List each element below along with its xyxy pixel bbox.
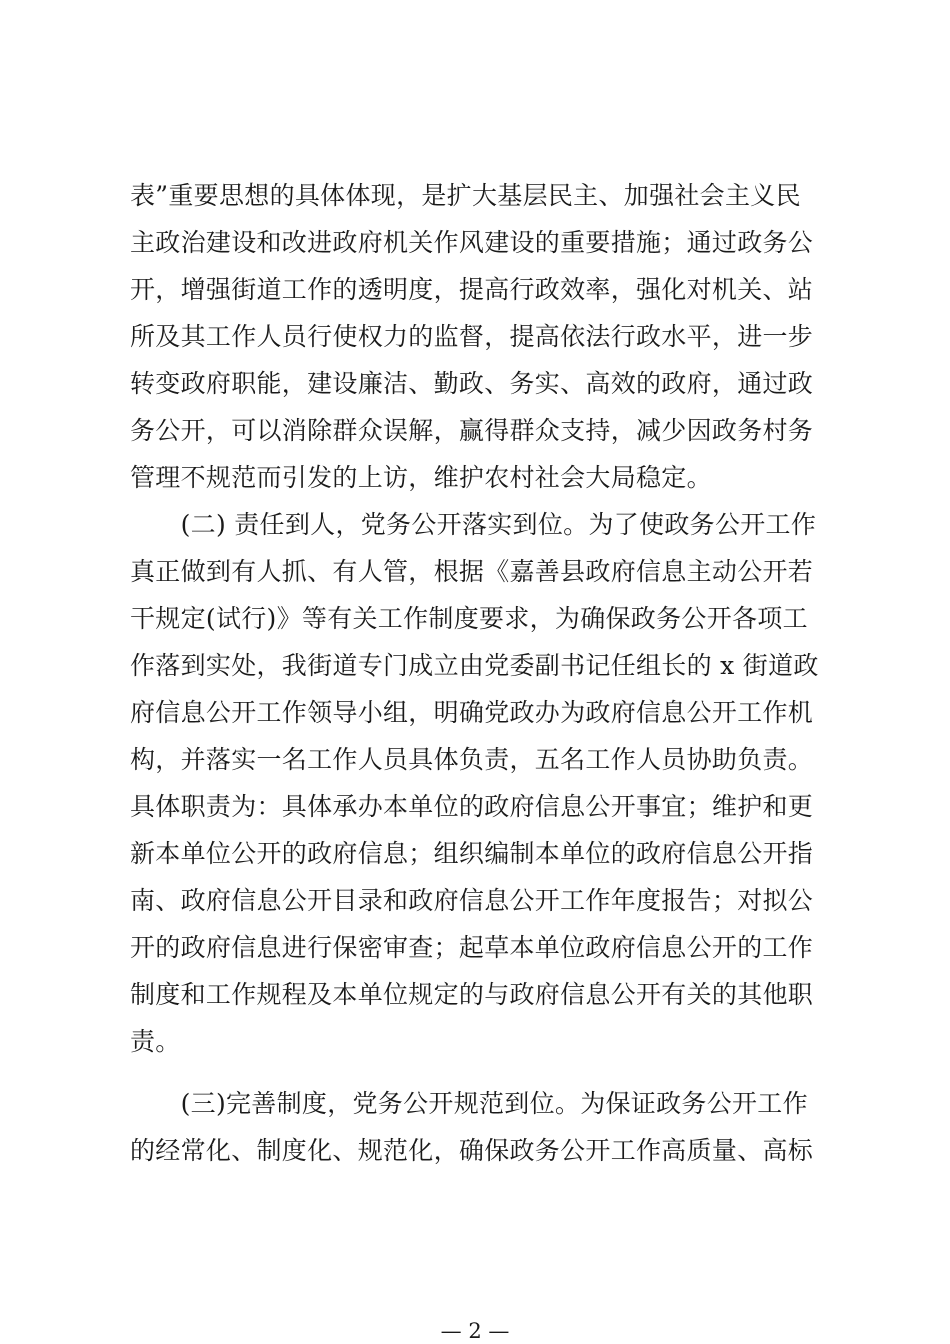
text-line: 所及其工作人员行使权力的监督，提高依法行政水平，进一步 xyxy=(130,322,814,351)
text-line: 开的政府信息进行保密审查；起草本单位政府信息公开的工作 xyxy=(130,933,814,962)
text-line: 具体职责为：具体承办本单位的政府信息公开事宜；维护和更 xyxy=(130,792,814,821)
text-line: 管理不规范而引发的上访，维护农村社会大局稳定。 xyxy=(130,463,712,492)
text-line: 南、政府信息公开目录和政府信息公开工作年度报告；对拟公 xyxy=(130,886,814,915)
text-line: 制度和工作规程及本单位规定的与政府信息公开有关的其他职 xyxy=(130,980,814,1009)
text-line: 主政治建设和改进政府机关作风建设的重要措施；通过政务公 xyxy=(130,228,814,257)
text-line: 开，增强街道工作的透明度，提高行政效率，强化对机关、站 xyxy=(130,275,814,304)
text-line: 的经常化、制度化、规范化，确保政务公开工作高质量、高标 xyxy=(130,1136,814,1165)
text-line: 府信息公开工作领导小组，明确党政办为政府信息公开工作机 xyxy=(130,698,814,727)
text-line: 务公开，可以消除群众误解，赢得群众支持，减少因政务村务 xyxy=(130,416,814,445)
text-line: 表”重要思想的具体体现，是扩大基层民主、加强社会主义民 xyxy=(130,181,801,210)
text-line: (二) 责任到人，党务公开落实到位。为了使政务公开工作 xyxy=(130,510,817,539)
text-line: 干规定(试行)》等有关工作制度要求，为确保政务公开各项工 xyxy=(130,604,808,633)
text-line: 转变政府职能，建设廉洁、勤政、务实、高效的政府，通过政 xyxy=(130,369,814,398)
text-line: 真正做到有人抓、有人管，根据《嘉善县政府信息主动公开若 xyxy=(130,557,814,586)
text-line: (三)完善制度，党务公开规范到位。为保证政务公开工作 xyxy=(130,1089,808,1118)
text-line: 作落到实处，我街道专门成立由党委副书记任组长的 x 街道政 xyxy=(130,651,819,680)
page-number: — 2 — xyxy=(440,1319,510,1343)
text-line: 新本单位公开的政府信息；组织编制本单位的政府信息公开指 xyxy=(130,839,814,868)
text-line: 构，并落实一名工作人员具体负责，五名工作人员协助负责。 xyxy=(130,745,814,774)
text-line: 责。 xyxy=(130,1027,181,1056)
